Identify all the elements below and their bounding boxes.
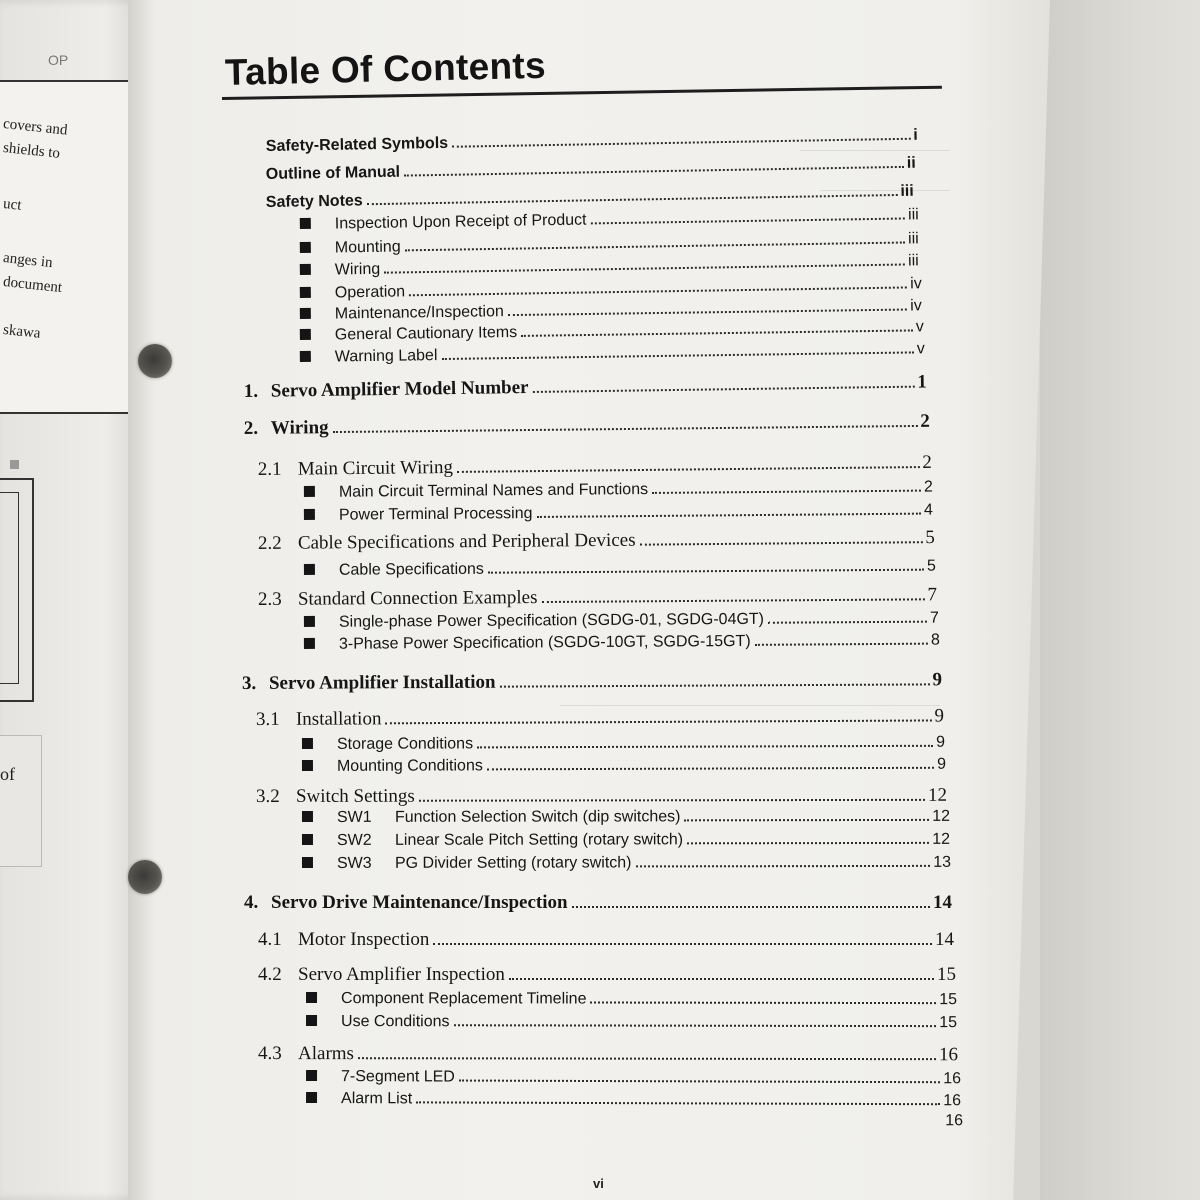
- toc-label: Wiring: [334, 260, 381, 279]
- toc-number: 2.3: [257, 588, 282, 610]
- toc-label: PG Divider Setting (rotary switch): [394, 854, 632, 872]
- left-line: skawa: [2, 322, 42, 342]
- square-bullet-icon: [300, 329, 311, 340]
- toc-page-number: i: [913, 126, 918, 144]
- square-bullet-icon: [300, 287, 311, 298]
- toc-label: Standard Connection Examples: [297, 587, 538, 610]
- toc-page-number: 2: [923, 478, 933, 496]
- square-bullet-icon: [300, 218, 311, 229]
- toc-page-number: 7: [929, 609, 939, 627]
- toc-page-number: 5: [925, 527, 935, 549]
- toc-number: 4.: [244, 892, 259, 913]
- toc-section-row: [258, 929, 954, 951]
- toc-page-number: 15: [939, 1014, 958, 1032]
- left-line: uct: [2, 196, 23, 214]
- square-bullet-icon: [306, 1092, 317, 1103]
- toc-page-number: 1: [917, 371, 927, 393]
- toc-label: 7-Segment LED: [341, 1068, 455, 1086]
- toc-page-number: 13: [933, 853, 951, 871]
- toc-number: 3.2: [255, 785, 280, 807]
- toc-label: Installation: [295, 708, 382, 730]
- toc-section-row: [258, 1043, 958, 1066]
- toc-label: Main Circuit Terminal Names and Functions: [338, 480, 649, 501]
- square-bullet-icon: [304, 564, 315, 575]
- square-bullet-icon: [306, 992, 317, 1003]
- toc-section-row: [258, 964, 956, 986]
- toc-label: Motor Inspection: [298, 929, 430, 950]
- toc-item-row: [302, 831, 950, 850]
- toc-label: Switch Settings: [295, 785, 415, 807]
- toc-number: 1.: [243, 380, 259, 403]
- left-line: covers and: [2, 116, 69, 139]
- toc-leader-dots: [572, 906, 930, 908]
- square-bullet-icon: [306, 1015, 317, 1026]
- left-line: anges in: [2, 250, 54, 272]
- toc-label: Servo Amplifier Inspection: [298, 964, 505, 985]
- left-corner-mark: OP: [48, 52, 69, 68]
- toc-number: 4.2: [258, 964, 282, 985]
- toc-label: Use Conditions: [341, 1013, 450, 1031]
- square-bullet-icon: [304, 638, 315, 649]
- toc-leader-dots: [416, 1101, 940, 1105]
- toc-number: 2.: [243, 417, 259, 440]
- toc-page-number: 12: [932, 830, 950, 848]
- toc-page-number: ii: [906, 154, 916, 172]
- toc-number: 3.: [241, 672, 257, 694]
- toc-page-number: 7: [927, 584, 937, 606]
- toc-leader-dots: [636, 865, 931, 868]
- toc-switch-code: SW1: [336, 808, 372, 826]
- toc-page-number: v: [915, 318, 924, 336]
- toc-item-row: [302, 756, 946, 776]
- toc-number: 4.3: [258, 1043, 282, 1065]
- square-bullet-icon: [300, 242, 311, 253]
- toc-number: 3.1: [255, 708, 280, 730]
- toc-page-number: 15: [937, 964, 956, 985]
- toc-label: 3-Phase Power Specification (SGDG-10GT, SGDG-15GT): [338, 632, 751, 653]
- toc-label: Function Selection Switch (dip switches): [394, 808, 681, 826]
- toc-page-number: iii: [907, 230, 919, 248]
- toc-leader-dots: [454, 1024, 937, 1027]
- toc-page-number: 2: [920, 410, 930, 432]
- toc-label: Component Replacement Timeline: [341, 990, 587, 1008]
- square-bullet-icon: [302, 760, 313, 771]
- toc-label: Servo Amplifier Model Number: [270, 377, 529, 402]
- toc-label: Mounting Conditions: [336, 757, 483, 775]
- toc-leader-dots: [508, 309, 907, 317]
- toc-item-row: [306, 990, 957, 1009]
- toc-page-number: 2: [922, 451, 932, 474]
- toc-leader-dots: [358, 1057, 936, 1060]
- left-line: shields to: [2, 140, 61, 162]
- toc-number: 2.2: [257, 532, 282, 555]
- square-bullet-icon: [304, 486, 315, 497]
- footer-page-number: vi: [593, 1176, 604, 1191]
- toc-label: Storage Conditions: [336, 735, 474, 753]
- toc-switch-code: SW2: [336, 831, 372, 849]
- toc-label: Warning Label: [334, 347, 438, 366]
- toc-label: Servo Amplifier Installation: [268, 671, 496, 694]
- toc-leader-dots: [521, 329, 913, 336]
- toc-label: Linear Scale Pitch Setting (rotary switch): [394, 831, 684, 849]
- toc-page-number: 16: [943, 1070, 962, 1088]
- toc-section-row: [256, 705, 944, 731]
- toc-page-number: iv: [910, 275, 922, 293]
- toc-label: Safety Notes: [265, 192, 363, 212]
- toc-page-number: 9: [937, 755, 946, 773]
- square-bullet-icon: [300, 264, 311, 275]
- toc-label: Wiring: [270, 417, 329, 439]
- square-bullet-icon: [304, 616, 315, 627]
- punch-hole-icon: [128, 860, 162, 894]
- toc-leader-dots: [441, 351, 913, 360]
- toc-leader-dots: [541, 598, 924, 603]
- toc-leader-dots: [755, 643, 928, 646]
- toc-page-number: iii: [900, 182, 914, 200]
- left-frame-inner: [0, 492, 19, 684]
- toc-item-row: [306, 1068, 961, 1088]
- toc-page-number: 4: [923, 501, 933, 519]
- toc-leader-dots: [477, 745, 933, 749]
- toc-label: General Cautionary Items: [334, 323, 518, 344]
- toc-page-number: iii: [907, 206, 919, 224]
- toc-label: Alarms: [298, 1043, 354, 1065]
- toc-chapter-row: [244, 892, 952, 914]
- square-bullet-icon: [302, 834, 313, 845]
- toc-leader-dots: [419, 799, 925, 802]
- toc-item-row: [302, 808, 950, 827]
- toc-label: Servo Drive Maintenance/Inspection: [271, 892, 568, 913]
- square-bullet-icon: [300, 308, 311, 319]
- toc-switch-code: SW3: [336, 854, 372, 872]
- square-bullet-icon: [302, 738, 313, 749]
- toc-label: Main Circuit Wiring: [297, 456, 454, 480]
- toc-label: Maintenance/Inspection: [334, 303, 504, 323]
- toc-leader-dots: [591, 217, 906, 224]
- toc-label: Cable Specifications and Peripheral Devices: [297, 529, 636, 554]
- left-of-text: of: [0, 764, 15, 784]
- left-panel: [0, 735, 42, 867]
- toc-leader-dots: [687, 842, 929, 844]
- toc-page-number: iv: [910, 297, 922, 315]
- left-square-icon: [10, 460, 19, 469]
- toc-page-number: iii: [907, 252, 919, 270]
- toc-page-number: 14: [935, 929, 954, 950]
- toc-leader-dots: [536, 513, 921, 518]
- toc-item-row: [302, 734, 945, 754]
- toc-page-number: 16: [945, 1112, 964, 1130]
- toc-label: Operation: [334, 283, 406, 302]
- toc-label: Single-phase Power Specification (SGDG-01, SGDG-04GT): [338, 610, 765, 631]
- toc-label: Mounting: [334, 238, 401, 257]
- toc-leader-dots: [640, 541, 923, 545]
- toc-leader-dots: [385, 719, 931, 724]
- toc-leader-dots: [500, 683, 930, 687]
- toc-page-number: 8: [930, 631, 940, 649]
- toc-leader-dots: [509, 978, 934, 980]
- toc-label: Safety-Related Symbols: [265, 134, 449, 156]
- toc-page-number: 15: [939, 991, 958, 1009]
- toc-page-number: 16: [943, 1092, 962, 1110]
- square-bullet-icon: [302, 811, 313, 822]
- toc-label: Cable Specifications: [338, 560, 484, 579]
- toc-page-number: 12: [932, 807, 950, 825]
- toc-leader-dots: [533, 386, 915, 393]
- punch-hole-icon: [138, 344, 172, 378]
- toc-page-number: 12: [927, 784, 947, 806]
- toc-item-row: [306, 1013, 957, 1032]
- toc-leader-dots: [488, 569, 924, 574]
- toc-label: Power Terminal Processing: [338, 505, 533, 524]
- toc-chapter-row: [242, 669, 942, 695]
- toc-leader-dots: [459, 1080, 940, 1084]
- toc-leader-dots: [433, 943, 932, 945]
- toc-leader-dots: [652, 490, 921, 494]
- toc-section-row: [256, 785, 947, 808]
- toc-label: Inspection Upon Receipt of Product: [334, 211, 587, 233]
- toc-trailing-page-row: [306, 1110, 963, 1130]
- left-page: [0, 0, 150, 1200]
- toc-page-number: 9: [932, 669, 942, 691]
- toc-leader-dots: [590, 1001, 936, 1004]
- toc-page-number: 16: [939, 1044, 959, 1066]
- toc-leader-dots: [684, 819, 929, 821]
- square-bullet-icon: [306, 1070, 317, 1081]
- desk-background: [1040, 0, 1200, 1200]
- toc-number: 4.1: [258, 929, 282, 950]
- toc-item-row: [302, 854, 951, 873]
- toc-leader-dots: [457, 466, 919, 473]
- toc-label: Outline of Manual: [265, 163, 401, 184]
- toc-page-number: 9: [936, 733, 945, 751]
- toc-leader-dots: [333, 425, 918, 433]
- toc-page-number: 14: [933, 892, 952, 913]
- toc-label: Alarm List: [341, 1090, 413, 1108]
- square-bullet-icon: [302, 857, 313, 868]
- page-title: Table Of Contents: [224, 44, 547, 93]
- toc-page-number: v: [916, 340, 925, 358]
- toc-item-row: [306, 1090, 961, 1110]
- toc-leader-dots: [768, 621, 927, 624]
- toc-leader-dots: [487, 767, 934, 771]
- left-line: document: [2, 274, 63, 297]
- bleed-through: [800, 150, 950, 151]
- square-bullet-icon: [304, 509, 315, 520]
- toc-page-number: 9: [934, 705, 944, 727]
- toc-page-number: 5: [926, 557, 936, 575]
- toc-number: 2.1: [257, 458, 282, 481]
- square-bullet-icon: [300, 351, 311, 362]
